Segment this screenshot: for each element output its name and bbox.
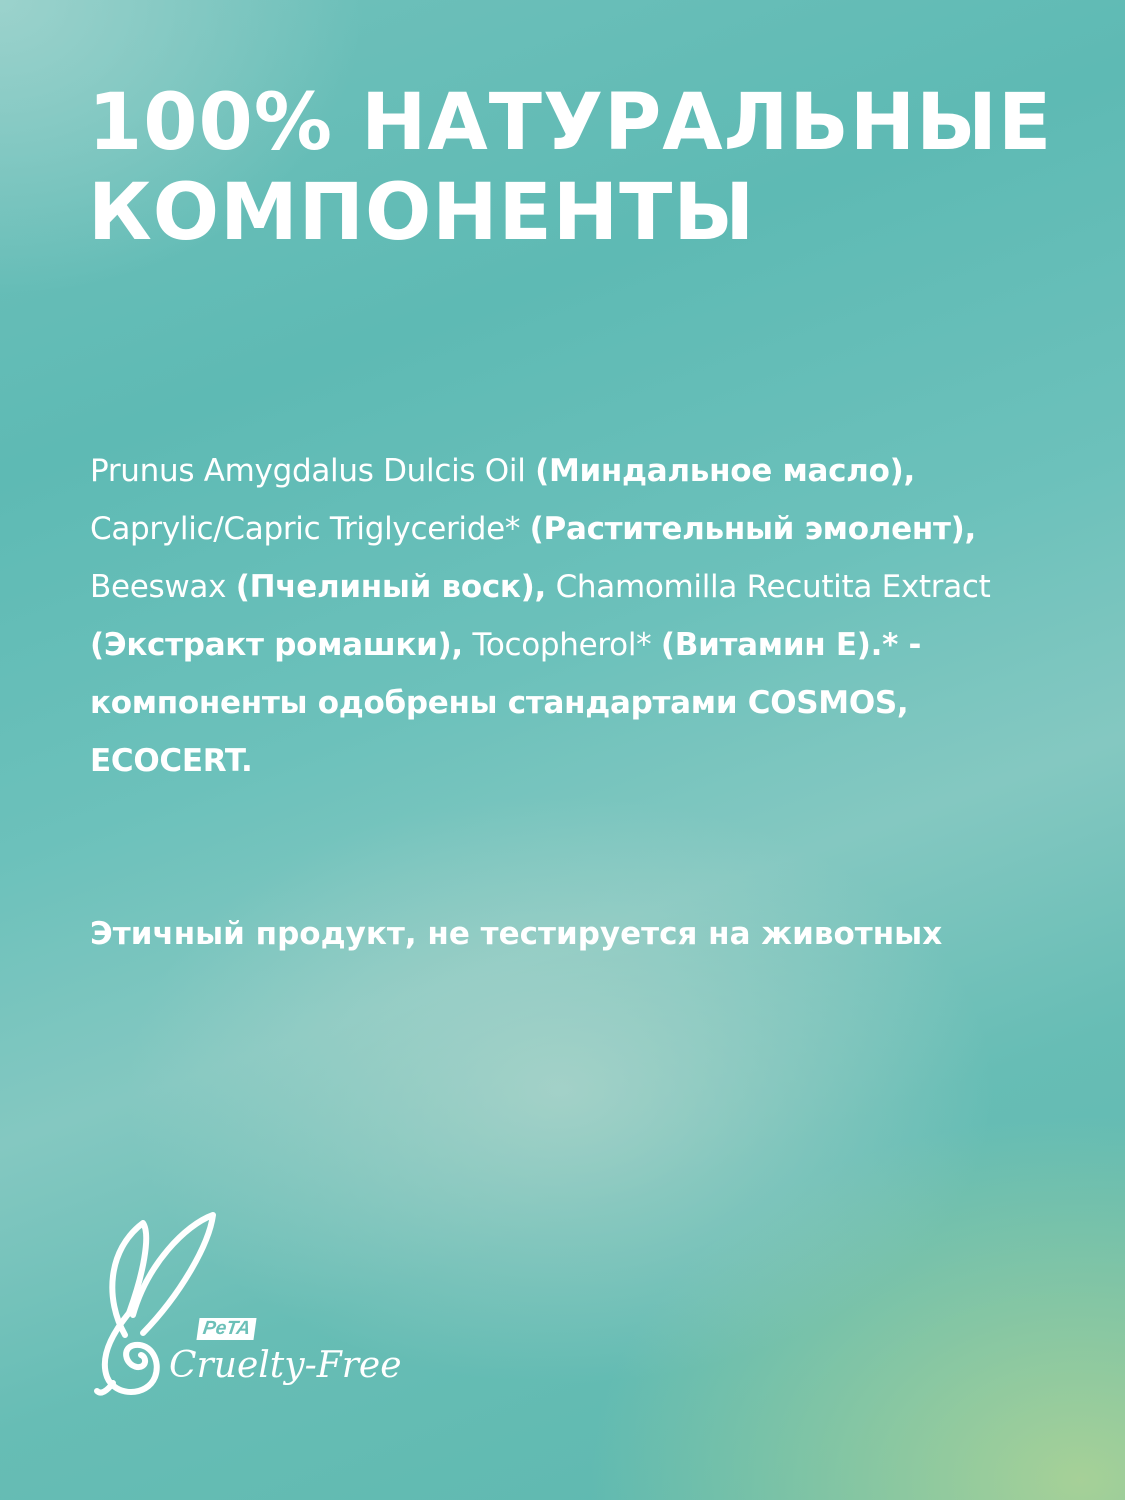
ethic-note: Этичный продукт, не тестируется на животных [90, 916, 943, 952]
ingredient-inci-name: Tocopherol* [462, 627, 661, 663]
ingredient-inci-name: Beeswax [90, 569, 236, 605]
page-title [88, 78, 1052, 258]
page-title-line-1: 100% НАТУРАЛЬНЫЕ [88, 78, 1053, 168]
page-title-line-2: КОМПОНЕНТЫ [88, 168, 756, 258]
ingredients-list [90, 442, 1040, 790]
ingredient-translation: (Растительный эмолент), [529, 511, 976, 547]
ingredient-inci-name: Chamomilla Recutita Extract [546, 569, 991, 605]
ingredient-translation: (Миндальное масло), [535, 453, 915, 489]
ingredient-translation: (Пчелиный воск), [235, 569, 547, 605]
ingredient-inci-name: Caprylic/Capric Triglyceride* [90, 511, 530, 547]
peta-badge: PeTA [196, 1318, 256, 1340]
ingredient-translation-and-certification: (Витамин Е).* - компоненты одобрены стандартами COSMOS, ECOCERT. [90, 627, 922, 779]
peta-cruelty-free-logo [85, 1205, 405, 1405]
ingredient-translation: (Экстракт ромашки), [90, 627, 463, 663]
cruelty-free-label: Cruelty-Free [169, 1345, 402, 1386]
ingredient-inci-name: Prunus Amygdalus Dulcis Oil [90, 453, 536, 489]
